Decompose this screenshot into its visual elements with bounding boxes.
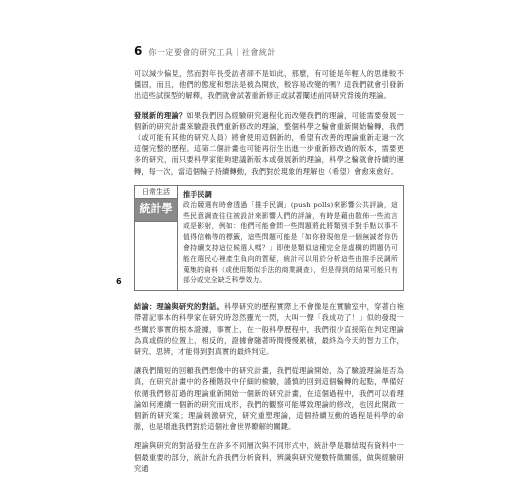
running-head: 你一定要會的研究工具｜社會統計 — [148, 48, 276, 57]
box-content — [178, 186, 403, 290]
margin-number: 6 — [116, 277, 122, 286]
paragraph: 讓我們簡短的回顧我們想像中的研究計畫，我們從理論開始，為了驗證理論是否為真，在研究計畫中的各種階段中仔細的檢驗，謹慎的回到這個輪轉的起點，準備好依循我們修訂過的理論重新開始一個新的研究計畫，在這個過程中，我們可以看理論如何連續一個新的研究而成形，我們的觀察可能導致理論的修改，也因此開啟一個新的研究案；理論刺激研究，研究重塑理論，這個持續互動的過程是科學的命脈，也是增進我們對於這個社會世界瞭解的關鍵。 — [134, 366, 404, 432]
box-tag — [135, 186, 178, 290]
sidebar-box — [134, 185, 404, 291]
box-title: 推手民調 — [183, 189, 212, 199]
box-tag-label: 日常生活 — [135, 186, 177, 199]
paragraph: 理論與研究的對話發生在許多不同層次與不同形式中，統計學是聯結現有資料中一個最重要的部分，統計允許我們分析資料，辨識與研究變數特徵關係，做與經驗研究通 — [134, 441, 404, 473]
paragraph: 可以減少偏見，然而對年長受訪者卻不是如此，那麼，有可能是年輕人的思維較不僵固，而且，他們的態度和想法是被為開放，較容易改變的嗎？這我們就會引發新出這些試探型的解釋，我們就會試著重新修正或試著闡述前同研究背後的理論。 — [134, 69, 404, 101]
paragraph — [134, 110, 404, 177]
paragraph-text: 科學研究的歷程實際上不會像是在實驗室中，穿著白袍帶著記事本的科學家在研究時忽然靈光一閃，大叫一聲「我成功了！」似的發現一些關於事實的根本證據，事實上，在一般科學歷程中，我們很少直接陷在判定理論為真或假的位置上，相反的，證據會隨著時間慢慢累積，最終為今天的智力工作，研究、思辨，才能得到對真實的最終判定。 — [134, 302, 404, 357]
paragraph-lead: 發展新的理論？ — [134, 110, 187, 120]
box-tag-title: 統計學 — [135, 199, 177, 222]
page-header — [134, 44, 276, 58]
box-text: 政治競選有時會透過「推手民調」(push polls)來影響公共評論，這些民意調查往往被設計來影響人們的評論，有時是藉由散佈一些流言或是影射，例如：他們可能會問一些問題將此將類別手對手點以事不值得信賴等的標籤，這些問題可能是「如你發現他是一個無誠者你仍會持續支持這位候選人嗎？」即使是類似這種完全是虛構的問題仍可能在選民心裡產生負向的質疑，統計可以用於分析這些由推手民調所蒐集的資料（或使用類似手法的商業調查），但是得到的結果可能只有部分或完全缺乏科學效力。 — [183, 200, 398, 285]
paragraph-text: 如果我們因為經驗研究過程化而改變我們的理論，可能需要發展一個新的研究計畫來驗證我們重新修改的理論，整個科學之輪會重新開始輪轉，我們（或可能有其他的研究人員）將會使用這個新的，希望有改善的理論重新走過一次這個完整的歷程。這第二個計畫也可能再衍生出進一步重新修改過的版本，需要更多的研究，而只要科學家能夠建議新版本或發展新的理論，科學之輪就會持續的運轉，每一次，當這個輪子持續轉動，我們對於現象的理解也（希望）會愈來愈好。 — [134, 110, 404, 176]
paragraph-lead: 結論：理論與研究的對話。 — [134, 302, 225, 312]
paragraph — [134, 301, 404, 357]
page-number: 6 — [134, 44, 143, 58]
page-body — [134, 68, 404, 482]
